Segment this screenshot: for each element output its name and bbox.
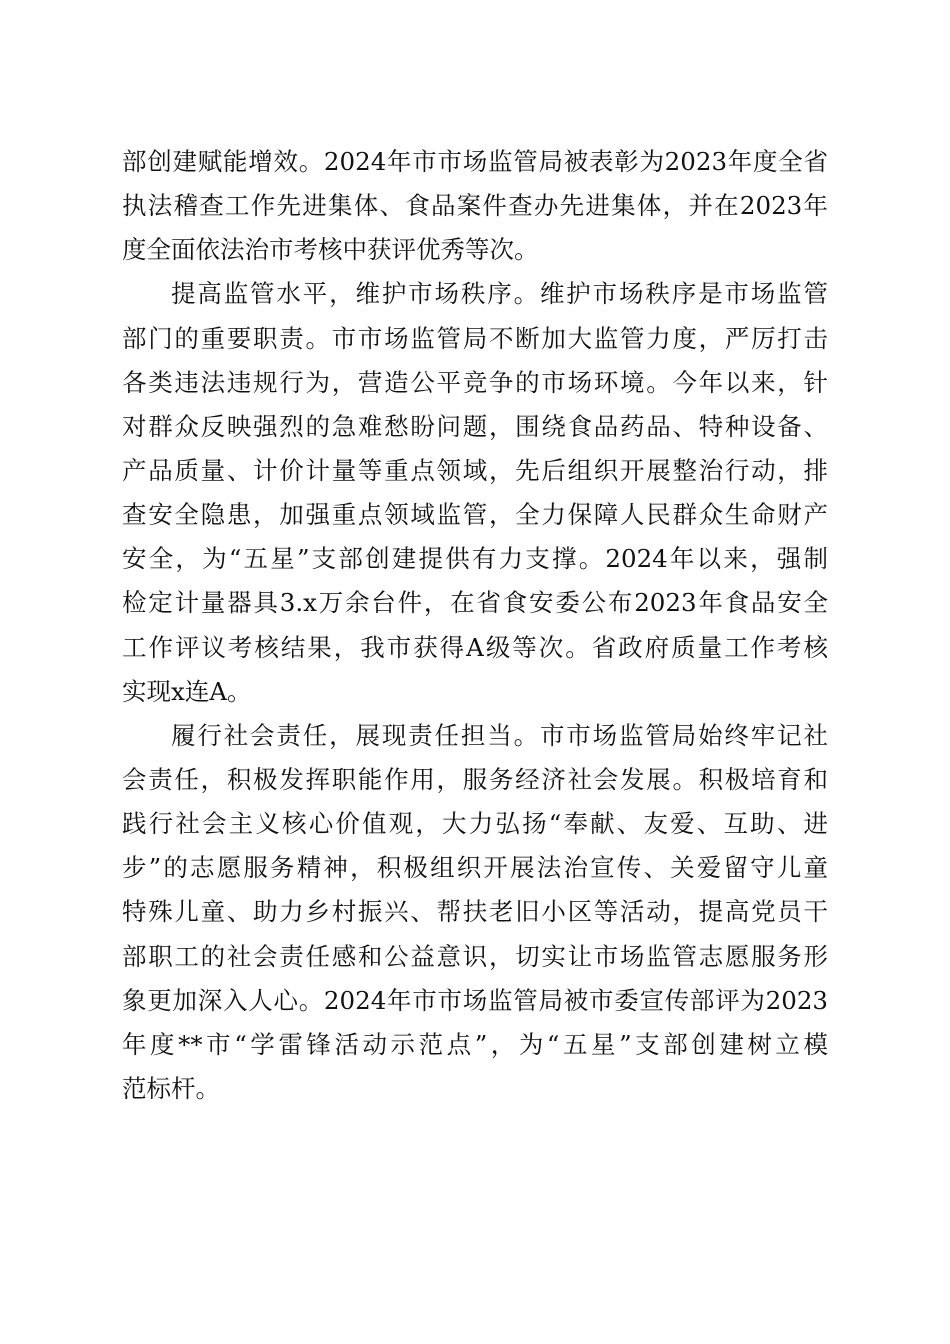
text-line: 产品质量、计价计量等重点领域，先后组织开展整治行动，排 xyxy=(122,455,828,485)
text-line: 对群众反映强烈的急难愁盼问题，围绕食品药品、特种设备、 xyxy=(122,411,828,441)
text-line: 部职工的社会责任感和公益意识，切实让市场监管志愿服务形 xyxy=(122,941,828,971)
text-line: 安全，为“五星”支部创建提供有力支撑。2024年以来，强制 xyxy=(122,544,828,574)
paragraph-2 xyxy=(122,272,828,713)
text-line: 工作评议考核结果，我市获得A级等次。省政府质量工作考核 xyxy=(122,632,828,662)
text-line: 执法稽查工作先进集体、食品案件查办先进集体，并在2023年 xyxy=(122,191,828,221)
paragraph-1 xyxy=(122,140,828,272)
text-line: 践行社会主义核心价值观，大力弘扬“奉献、友爱、互助、进 xyxy=(122,809,828,839)
text-line: 实现x连A。 xyxy=(122,676,252,706)
text-line: 各类违法违规行为，营造公平竞争的市场环境。今年以来，针 xyxy=(122,367,828,397)
text-line: 象更加深入人心。2024年市市场监管局被市委宣传部评为2023 xyxy=(122,985,828,1015)
text-line: 会责任，积极发挥职能作用，服务经济社会发展。积极培育和 xyxy=(122,764,828,794)
paragraph-3 xyxy=(122,714,828,1111)
text-line: 特殊儿童、助力乡村振兴、帮扶老旧小区等活动，提高党员干 xyxy=(122,897,828,927)
text-line: 范标杆。 xyxy=(122,1073,220,1103)
text-line: 度全面依法治市考核中获评优秀等次。 xyxy=(122,235,539,265)
text-line: 检定计量器具3.x万余台件，在省食安委公布2023年食品安全 xyxy=(122,588,828,618)
text-line: 部创建赋能增效。2024年市市场监管局被表彰为2023年度全省 xyxy=(122,147,828,176)
document-body xyxy=(122,140,828,1111)
text-line: 部门的重要职责。市市场监管局不断加大监管力度，严厉打击 xyxy=(122,323,828,353)
text-line: 年度**市“学雷锋活动示范点”，为“五星”支部创建树立模 xyxy=(122,1029,828,1059)
text-line: 提高监管水平，维护市场秩序。维护市场秩序是市场监管 xyxy=(171,279,828,309)
text-line: 履行社会责任，展现责任担当。市市场监管局始终牢记社 xyxy=(171,720,828,750)
text-line: 步”的志愿服务精神，积极组织开展法治宣传、关爱留守儿童 xyxy=(122,853,828,883)
text-line: 查安全隐患，加强重点领域监管，全力保障人民群众生命财产 xyxy=(122,500,828,530)
